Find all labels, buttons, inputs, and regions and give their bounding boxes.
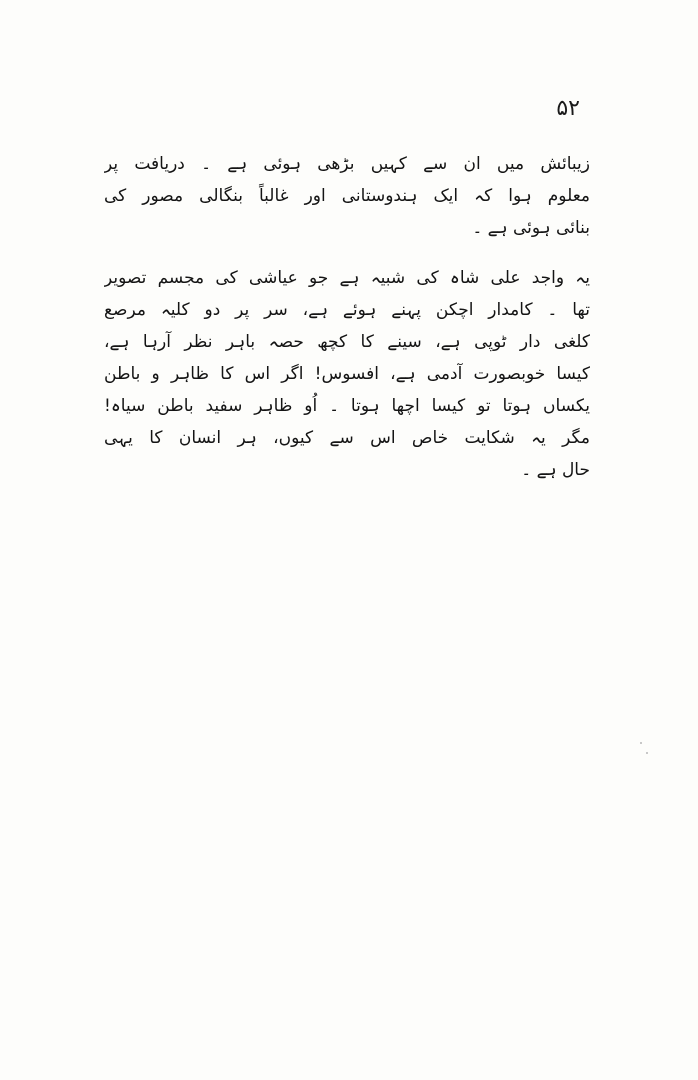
text-line: کیسا خوبصورت آدمی ہے، افسوس! اگر اس کا ظاہر و باطن xyxy=(104,364,590,384)
paragraph-2 xyxy=(104,262,590,486)
text-line: مگر یہ شکایت خاص اس سے کیوں، ہر انسان کا یہی xyxy=(104,428,590,448)
text-line: کلغی دار ٹوپی ہے، سینے کا کچھ حصہ باہر نظر آرہا ہے، xyxy=(104,332,590,352)
text-line: یہ واجد علی شاہ کی شبیہ ہے جو عیاشی کی مجسم تصویر xyxy=(104,268,590,288)
text-line: تھا ۔ کامدار اچکن پہنے ہوئے ہے، سر پر دو کلیہ مرصع xyxy=(104,300,590,320)
text-line: یکساں ہوتا تو کیسا اچھا ہوتا ۔ اُو ظاہر سفید باطن سیاہ! xyxy=(104,396,590,416)
text-line: معلوم ہوا کہ ایک ہندوستانی اور غالباً بنگالی مصور کی xyxy=(104,186,590,206)
text-line: زیبائش میں ان سے کہیں بڑھی ہوئی ہے ۔ دریافت پر xyxy=(104,154,590,174)
text-line: بنائی ہوئی ہے ۔ xyxy=(472,218,590,238)
paper-speck xyxy=(640,742,642,744)
page-number: ۵۲ xyxy=(556,96,580,121)
text-line: حال ہے ۔ xyxy=(521,460,590,480)
paper-speck xyxy=(646,752,648,754)
paragraph-1 xyxy=(104,148,590,244)
